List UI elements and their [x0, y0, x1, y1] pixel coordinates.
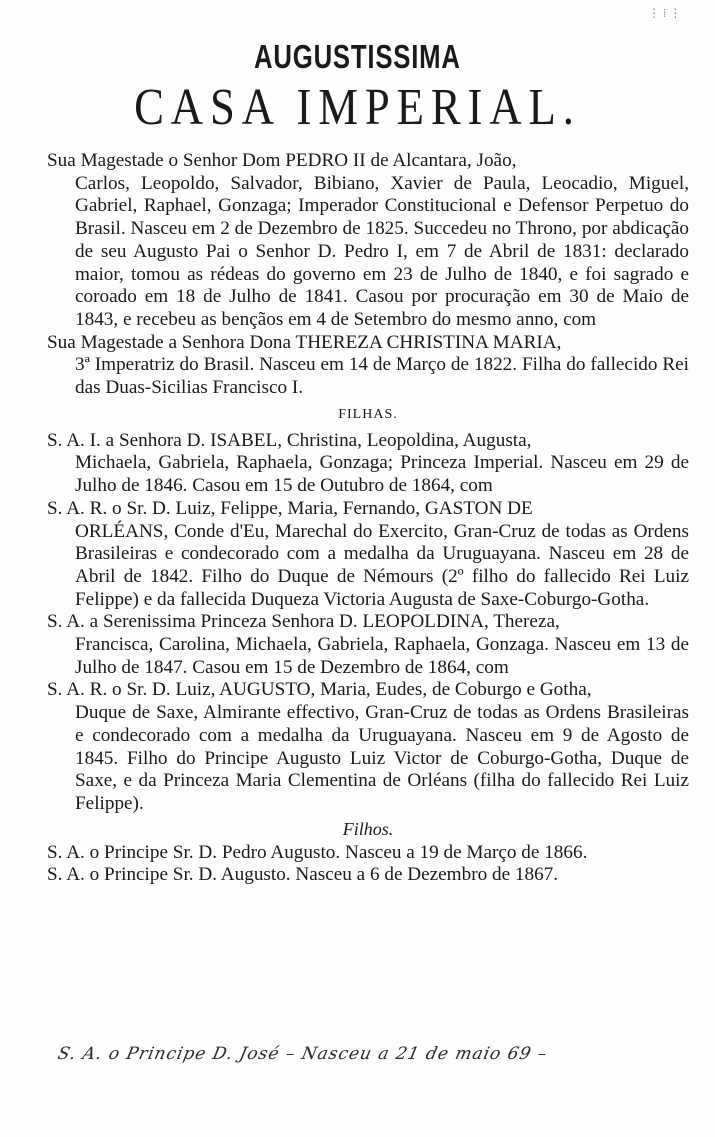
entry-first-line: S. A. I. a Senhora D. ISABEL, Christina, Leopoldina, Augusta, [47, 429, 532, 451]
title-augustissima: AUGUSTISSIMA [254, 38, 461, 75]
heading-filhos: Filhos. [342, 818, 394, 839]
entry-line: S. A. o Principe Sr. D. Augusto. Nasceu a 6 de Dezembro de 1867. [47, 864, 559, 886]
entry-line: S. A. o Principe Sr. D. Pedro Augusto. Nasceu a 19 de Março de 1866. [47, 841, 588, 863]
entry-body: Francisca, Carolina, Michaela, Gabriela, Raphaela, Gonzaga. Nasceu em 13 de Julho de 1847. Casou em 15 de Dezembro de 1864, com [75, 634, 689, 678]
paragraph-body: Carlos, Leopoldo, Salvador, Bibiano, Xavier de Paula, Leocadio, Miguel, Gabriel, Raphael, Gonzaga; Imperador Constitucional e Defensor Perpetuo do Brasil. Nasceu em 2 de Dezembro de 1825. Succedeu no Throno, por abdicação de seu Augusto Pai o Senhor D. Pedro I, em 7 de Abril de 1831: declarado maior, tomou as rédeas do governo em 23 de Julho de 1840, e foi sagrado e coroado em 18 de Julho de 1841. Casou por procuração em 30 de Maio de 1843, e recebeu as bençãos em 4 de Setembro do mesmo anno, com [75, 172, 689, 330]
entry-first-line: S. A. R. o Sr. D. Luiz, Felippe, Maria, Fernando, GASTON DE [47, 497, 533, 519]
heading-filhas: FILHAS. [338, 406, 398, 422]
document-body [47, 150, 689, 887]
entry-body: Michaela, Gabriela, Raphaela, Gonzaga; Princeza Imperial. Nasceu em 29 de Julho de 1846. Casou em 15 de Outubro de 1864, com [75, 452, 689, 497]
margin-mark: ⋮ ⁞ ⋮ [648, 6, 682, 20]
paragraph-empress [47, 332, 689, 400]
entry-first-line: S. A. a Serenissima Princeza Senhora D. LEOPOLDINA, Thereza, [47, 611, 560, 633]
paragraph-first-line: Sua Magestade o Senhor Dom PEDRO II de Alcantara, João, [47, 150, 517, 171]
entry-body: ORLÉANS, Conde d'Eu, Marechal do Exercito, Gran-Cruz de todas as Ordens Brasileiras e condecorado com a medalha da Uruguayana. Nasceu em 28 de Abril de 1842. Filho do Duque de Némours (2º filho do fallecido Rei Luiz Felippe) e da fallecida Duqueza Victoria Augusta de Saxe-Coburgo-Gotha. [75, 520, 689, 610]
entry-son-augusto [47, 864, 689, 887]
title-casa-imperial: CASA IMPERIAL. [134, 79, 581, 136]
entry-isabel [47, 430, 689, 498]
entry-body: Duque de Saxe, Almirante effectivo, Gran-Cruz de todas as Ordens Brasileiras e condecorado com a medalha da Uruguayana. Nasceu em 9 de Agosto de 1845. Filho do Principe Augusto Luiz Victor de Coburgo-Gotha, Duque de Saxe, e da Princeza Maria Clementina de Orléans (filha do fallecido Rei Luiz Felippe). [75, 702, 689, 814]
entry-son-pedro-augusto [47, 842, 689, 865]
entry-gaston [47, 498, 689, 612]
handwritten-note: S. A. o Principe D. José – Nasceu a 21 de maio 69 – [55, 1044, 550, 1064]
paragraph-body: 3ª Imperatriz do Brasil. Nasceu em 14 de Março de 1822. Filha do fallecido Rei das Duas-Sicilias Francisco I. [75, 354, 689, 399]
entry-augusto [47, 679, 689, 815]
entry-leopoldina [47, 611, 689, 679]
entry-first-line: S. A. R. o Sr. D. Luiz, AUGUSTO, Maria, Eudes, de Coburgo e Gotha, [47, 679, 592, 701]
paragraph-first-line: Sua Magestade a Senhora Dona THEREZA CHRISTINA MARIA, [47, 331, 562, 353]
paragraph-emperor [47, 150, 689, 332]
